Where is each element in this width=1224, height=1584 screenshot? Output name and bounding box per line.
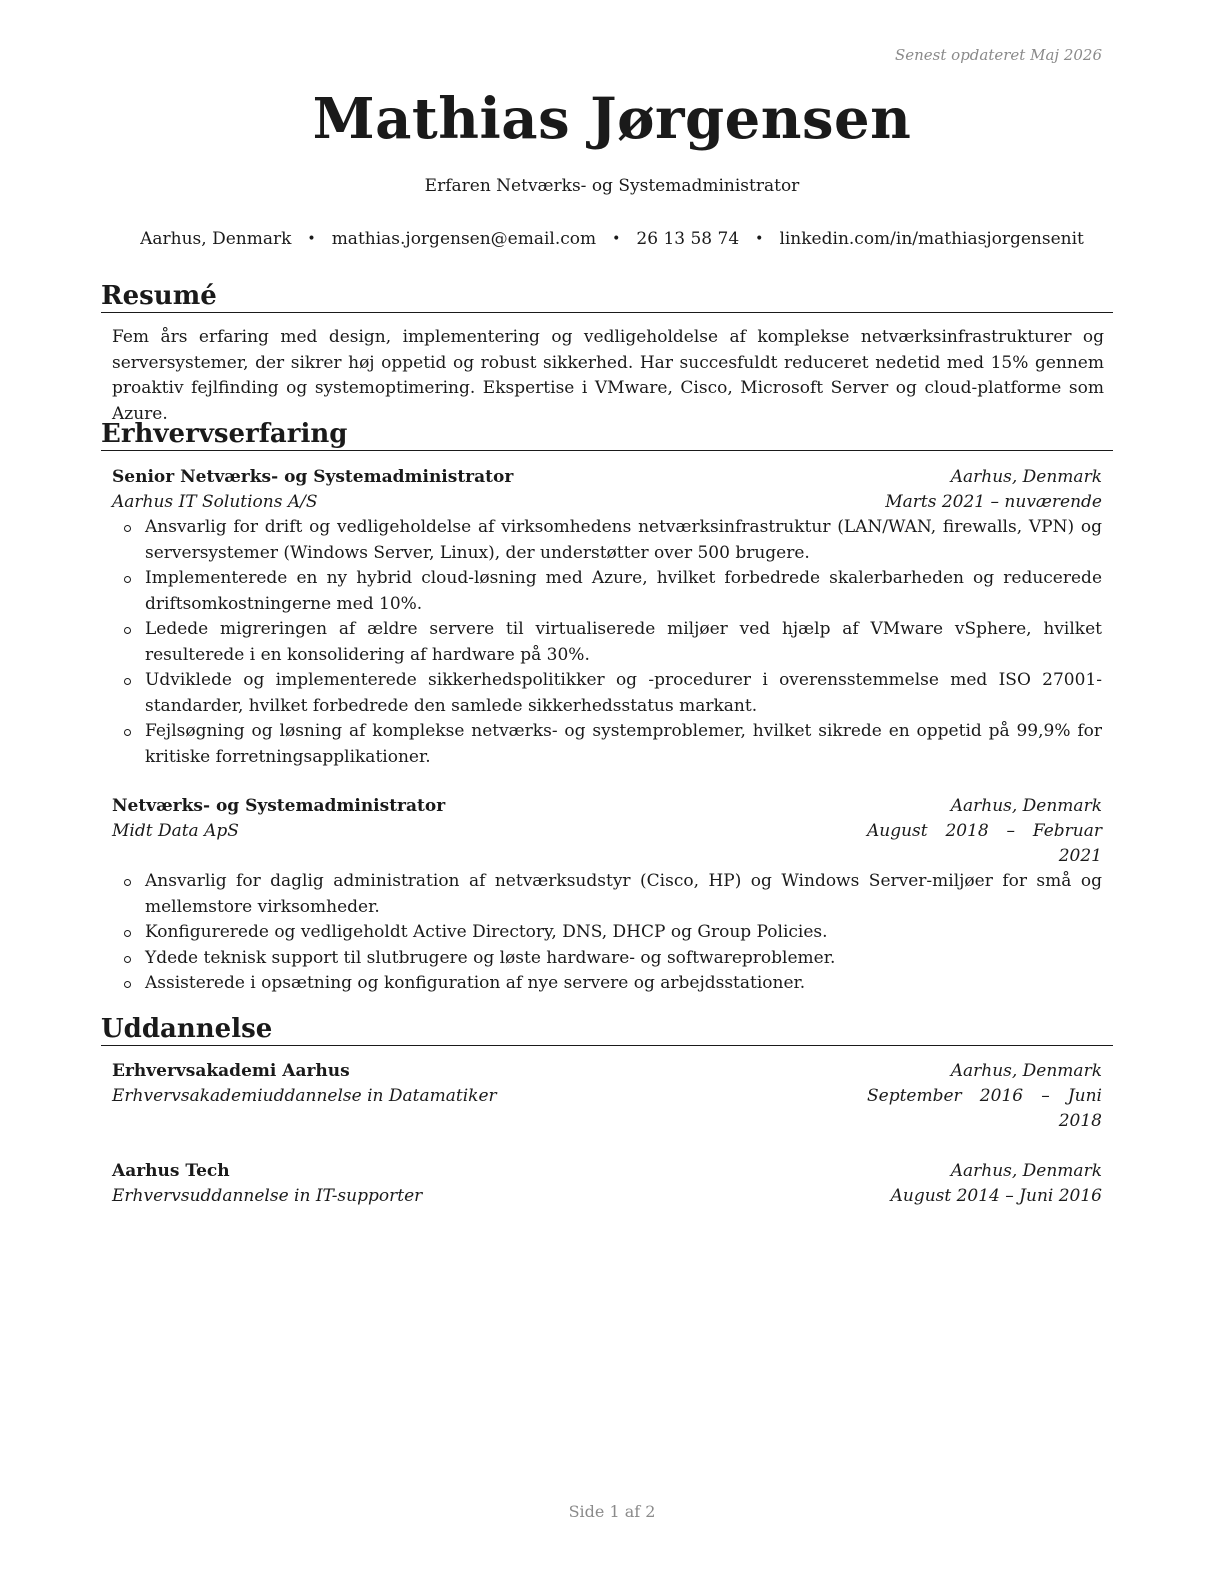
page-number: Side 1 af 2	[568, 1502, 656, 1521]
job-location: Aarhus, Denmark	[950, 796, 1102, 816]
job-bullets	[112, 515, 1102, 770]
job-company: Aarhus IT Solutions A/S	[112, 492, 318, 512]
school-degree: Erhvervsuddannelse in IT-supporter	[112, 1186, 423, 1206]
job-bullets	[112, 869, 1102, 997]
job-entry	[112, 465, 1102, 770]
job-dates: Marts 2021 – nuværende	[885, 492, 1102, 512]
section-title-summary: Resumé	[101, 280, 1113, 313]
list-item: Ledede migreringen af ældre servere til virtualiserede miljøer ved hjælp af VMware vSphere, hvilket resulterede i en konsolidering af hardware på 30%.	[112, 617, 1102, 668]
school-name: Erhvervsakademi Aarhus	[112, 1061, 350, 1081]
summary-text: Fem års erfaring med design, implementering og vedligeholdelse af komplekse netværksinfrastrukturer og serversystemer, der sikrer høj oppetid og robust sikkerhed. Har succesfuldt reduceret nedetid med 15% gennem proaktiv fejlfinding og systemoptimering. Ekspertise i VMware, Cisco, Microsoft Server og cloud-platforme som Azure.	[112, 327, 1104, 424]
school-location: Aarhus, Denmark	[950, 1061, 1102, 1081]
candidate-name: Mathias Jørgensen	[312, 86, 912, 152]
last-updated: Senest opdateret Maj 2026	[894, 46, 1102, 64]
bullet-separator: •	[755, 231, 764, 247]
list-item: Udviklede og implementerede sikkerhedspolitikker og -procedurer i overensstemmelse med ISO 27001-standarder, hvilket forbedrede den samlede sikkerhedsstatus markant.	[112, 668, 1102, 719]
section-title-experience: Erhvervserfaring	[101, 418, 1113, 451]
school-name: Aarhus Tech	[112, 1161, 230, 1181]
school-dates: August 2014 – Juni 2016	[890, 1186, 1102, 1206]
contact-linkedin[interactable]: linkedin.com/in/mathiasjorgensenit	[779, 229, 1084, 249]
education-entry	[112, 1059, 1102, 1134]
contact-phone[interactable]: 26 13 58 74	[636, 229, 740, 249]
contact-email[interactable]: mathias.jorgensen@email.com	[331, 229, 597, 249]
bullet-separator: •	[307, 231, 316, 247]
contact-location: Aarhus, Denmark	[140, 229, 292, 249]
school-dates: September 2016 – Juni 2018	[867, 1086, 1102, 1131]
list-item: Konfigurerede og vedligeholdt Active Directory, DNS, DHCP og Group Policies.	[112, 920, 1102, 946]
section-title-education: Uddannelse	[101, 1013, 1113, 1046]
job-dates: August 2018 – Februar 2021	[867, 821, 1102, 866]
job-location: Aarhus, Denmark	[950, 467, 1102, 487]
list-item: Ydede teknisk support til slutbrugere og løste hardware- og softwareproblemer.	[112, 946, 1102, 972]
education-entry	[112, 1159, 1102, 1209]
job-role: Senior Netværks- og Systemadministrator	[112, 467, 514, 487]
contact-line	[0, 229, 1224, 249]
job-role: Netværks- og Systemadministrator	[112, 796, 446, 816]
list-item: Fejlsøgning og løsning af komplekse netværks- og systemproblemer, hvilket sikrede en oppetid på 99,9% for kritiske forretningsapplikationer.	[112, 719, 1102, 770]
school-degree: Erhvervsakademiuddannelse in Datamatiker	[112, 1086, 497, 1106]
job-company: Midt Data ApS	[112, 821, 239, 841]
list-item: Ansvarlig for daglig administration af netværksudstyr (Cisco, HP) og Windows Server-miljøer for små og mellemstore virksomheder.	[112, 869, 1102, 920]
list-item: Ansvarlig for drift og vedligeholdelse af virksomhedens netværksinfrastruktur (LAN/WAN, firewalls, VPN) og serversystemer (Windows Server, Linux), der understøtter over 500 brugere.	[112, 515, 1102, 566]
list-item: Assisterede i opsætning og konfiguration af nye servere og arbejdsstationer.	[112, 971, 1102, 997]
bullet-separator: •	[612, 231, 621, 247]
school-location: Aarhus, Denmark	[950, 1161, 1102, 1181]
list-item: Implementerede en ny hybrid cloud-løsning med Azure, hvilket forbedrede skalerbarheden og reducerede driftsomkostningerne med 10%.	[112, 566, 1102, 617]
job-entry	[112, 794, 1102, 997]
headline: Erfaren Netværks- og Systemadministrator	[424, 176, 800, 196]
